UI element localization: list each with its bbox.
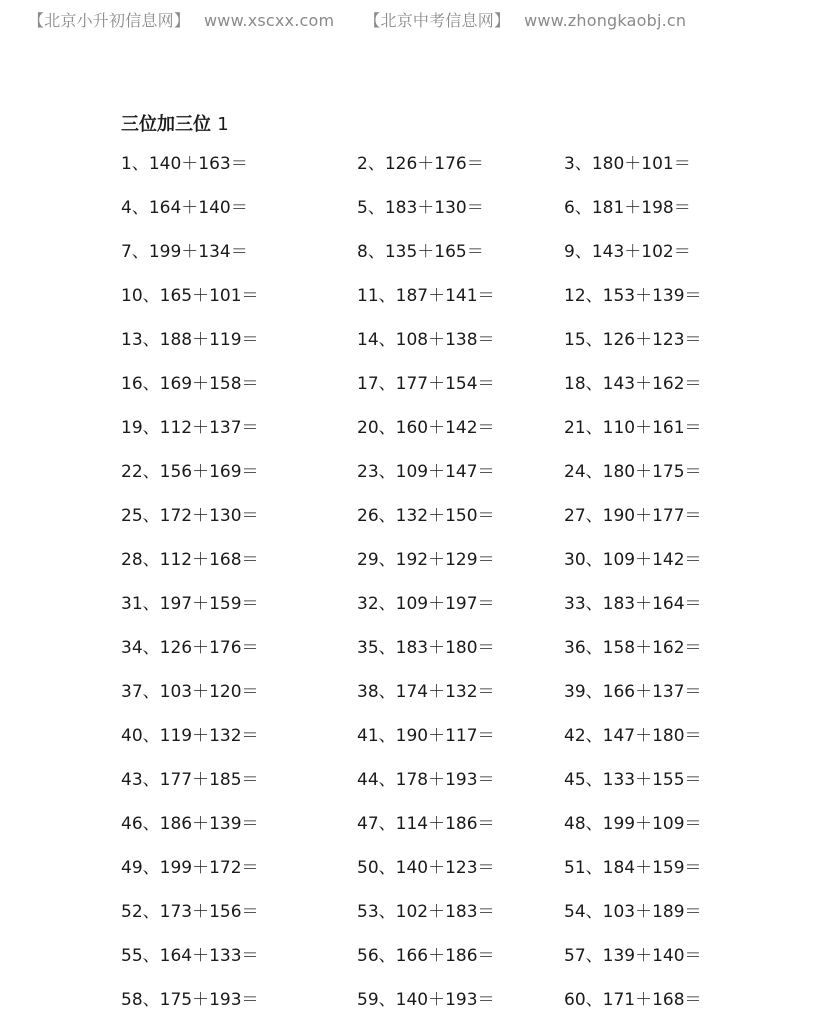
problem-row	[121, 197, 761, 241]
problem-row	[121, 153, 761, 197]
problem-row	[121, 901, 761, 945]
problem-item: 35、183＋180＝	[357, 638, 495, 658]
problem-item: 29、192＋129＝	[357, 550, 495, 570]
problem-item: 16、169＋158＝	[121, 374, 259, 394]
worksheet-title-text: 三位加三位	[121, 114, 211, 135]
problem-item: 51、184＋159＝	[564, 858, 702, 878]
problem-item: 49、199＋172＝	[121, 858, 259, 878]
problem-item: 23、109＋147＝	[357, 462, 495, 482]
problem-item: 24、180＋175＝	[564, 462, 702, 482]
problem-row	[121, 989, 761, 1033]
problem-item: 14、108＋138＝	[357, 330, 495, 350]
site2-name: 【北京中考信息网】	[364, 11, 511, 30]
problem-row	[121, 417, 761, 461]
problem-row	[121, 285, 761, 329]
problem-item: 54、103＋189＝	[564, 902, 702, 922]
problem-item: 21、110＋161＝	[564, 418, 702, 438]
problem-item: 31、197＋159＝	[121, 594, 259, 614]
problem-item: 4、164＋140＝	[121, 198, 248, 218]
problem-item: 5、183＋130＝	[357, 198, 484, 218]
problem-item: 15、126＋123＝	[564, 330, 702, 350]
problem-row	[121, 549, 761, 593]
problem-item: 1、140＋163＝	[121, 154, 248, 174]
problem-row	[121, 505, 761, 549]
problem-item: 12、153＋139＝	[564, 286, 702, 306]
problem-item: 46、186＋139＝	[121, 814, 259, 834]
problem-item: 48、199＋109＝	[564, 814, 702, 834]
worksheet-title-number: 1	[217, 114, 229, 135]
problem-item: 20、160＋142＝	[357, 418, 495, 438]
problem-item: 58、175＋193＝	[121, 990, 259, 1010]
problem-row	[121, 461, 761, 505]
problem-row	[121, 593, 761, 637]
problem-row	[121, 725, 761, 769]
problem-item: 26、132＋150＝	[357, 506, 495, 526]
problem-row	[121, 241, 761, 285]
problem-item: 60、171＋168＝	[564, 990, 702, 1010]
problem-item: 22、156＋169＝	[121, 462, 259, 482]
problem-item: 52、173＋156＝	[121, 902, 259, 922]
problem-item: 2、126＋176＝	[357, 154, 484, 174]
site1-url[interactable]: www.xscxx.com	[204, 11, 335, 30]
problem-item: 18、143＋162＝	[564, 374, 702, 394]
problem-item: 32、109＋197＝	[357, 594, 495, 614]
problem-item: 45、133＋155＝	[564, 770, 702, 790]
problem-item: 27、190＋177＝	[564, 506, 702, 526]
problem-item: 42、147＋180＝	[564, 726, 702, 746]
problem-item: 28、112＋168＝	[121, 550, 259, 570]
problem-item: 43、177＋185＝	[121, 770, 259, 790]
problem-row	[121, 681, 761, 725]
problem-item: 44、178＋193＝	[357, 770, 495, 790]
problem-item: 39、166＋137＝	[564, 682, 702, 702]
problem-row	[121, 373, 761, 417]
problem-item: 47、114＋186＝	[357, 814, 495, 834]
problem-row	[121, 637, 761, 681]
problem-item: 38、174＋132＝	[357, 682, 495, 702]
problem-item: 8、135＋165＝	[357, 242, 484, 262]
problem-item: 13、188＋119＝	[121, 330, 259, 350]
page-header	[28, 8, 686, 30]
site1-name: 【北京小升初信息网】	[28, 11, 191, 30]
problem-item: 40、119＋132＝	[121, 726, 259, 746]
problem-row	[121, 857, 761, 901]
problem-item: 55、164＋133＝	[121, 946, 259, 966]
problem-item: 7、199＋134＝	[121, 242, 248, 262]
problem-row	[121, 813, 761, 857]
problem-item: 50、140＋123＝	[357, 858, 495, 878]
problem-item: 53、102＋183＝	[357, 902, 495, 922]
problem-item: 10、165＋101＝	[121, 286, 259, 306]
problem-row	[121, 945, 761, 989]
site2-url[interactable]: www.zhongkaobj.cn	[524, 11, 687, 30]
problem-item: 33、183＋164＝	[564, 594, 702, 614]
problem-item: 56、166＋186＝	[357, 946, 495, 966]
problem-item: 25、172＋130＝	[121, 506, 259, 526]
problem-item: 37、103＋120＝	[121, 682, 259, 702]
problem-row	[121, 769, 761, 813]
problem-item: 3、180＋101＝	[564, 154, 691, 174]
problem-item: 34、126＋176＝	[121, 638, 259, 658]
worksheet-title	[121, 110, 229, 136]
problem-item: 11、187＋141＝	[357, 286, 495, 306]
problem-item: 30、109＋142＝	[564, 550, 702, 570]
problem-grid	[121, 153, 761, 1033]
problem-item: 36、158＋162＝	[564, 638, 702, 658]
problem-item: 6、181＋198＝	[564, 198, 691, 218]
problem-row	[121, 329, 761, 373]
problem-item: 19、112＋137＝	[121, 418, 259, 438]
problem-item: 59、140＋193＝	[357, 990, 495, 1010]
problem-item: 41、190＋117＝	[357, 726, 495, 746]
problem-item: 9、143＋102＝	[564, 242, 691, 262]
problem-item: 17、177＋154＝	[357, 374, 495, 394]
problem-item: 57、139＋140＝	[564, 946, 702, 966]
